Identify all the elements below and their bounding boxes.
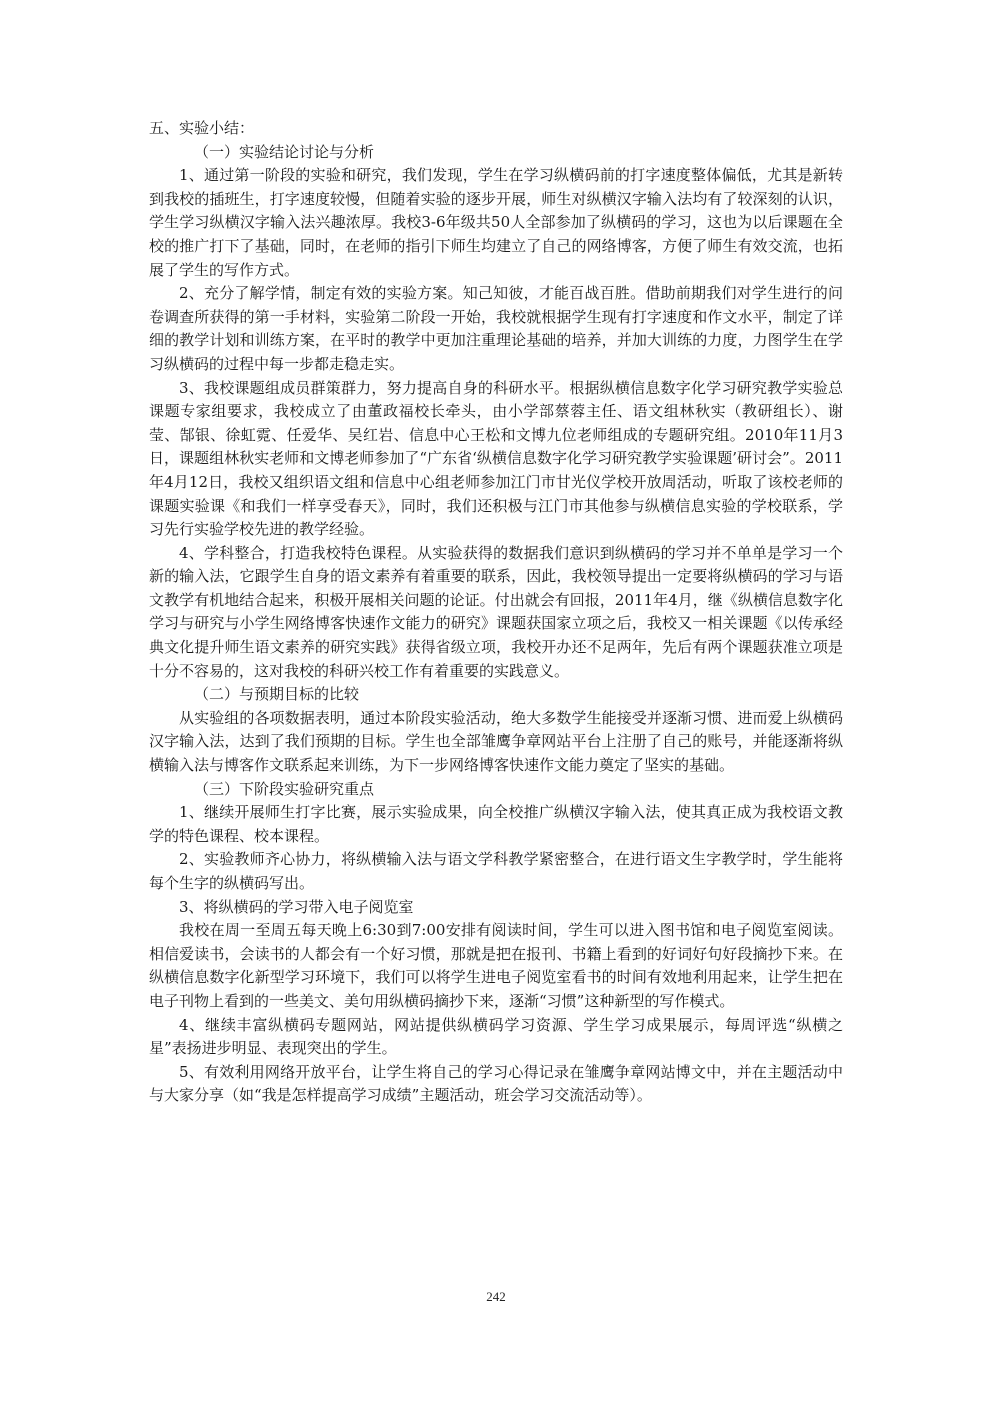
page-number: 242 xyxy=(486,1289,506,1304)
paragraph: 2、充分了解学情，制定有效的实验方案。知己知彼，才能百战百胜。借助前期我们对学生进行的问卷调查所获得的第一手材料，实验第二阶段一开始，我校就根据学生现有打字速度和作文水平，制定了详细的教学计划和训练方案，在平时的教学中更加注重理论基础的培养，并加大训练的力度，力图学生在学习纵横码的过程中每一步都走稳走实。 xyxy=(149,284,843,373)
paragraph: 1、通过第一阶段的实验和研究，我们发现，学生在学习纵横码前的打字速度整体偏低，尤其是新转到我校的插班生，打字速度较慢，但随着实验的逐步开展，师生对纵横汉字输入法均有了较深刻的认识，学生学习纵横汉字输入法兴趣浓厚。我校3-6年级共50人全部参加了纵横码的学习，这也为以后课题在全校的推广打下了基础，同时，在老师的指引下师生均建立了自己的网络博客，方便了师生有效交流，也拓展了学生的写作方式。 xyxy=(149,166,843,279)
section-heading: 五、实验小结： xyxy=(149,119,255,137)
document-body xyxy=(149,117,843,1108)
paragraph: 5、有效利用网络开放平台，让学生将自己的学习心得记录在雏鹰争章网站博文中，并在主题活动中与大家分享（如“我是怎样提高学习成绩”主题活动，班会学习交流活动等）。 xyxy=(149,1062,843,1105)
subsection-title-conclusion: （一）实验结论讨论与分析 xyxy=(194,142,375,161)
paragraph: 4、继续丰富纵横码专题网站，网站提供纵横码学习资源、学生学习成果展示，每周评选“纵横之星”表扬进步明显、表现突出的学生。 xyxy=(149,1015,843,1058)
paragraph: 我校在周一至周五每天晚上6:30到7:00安排有阅读时间，学生可以进入图书馆和电子阅览室阅读。相信爱读书，会读书的人都会有一个好习惯，那就是把在报刊、书籍上看到的好词好句好段摘抄下来。在纵横信息数字化新型学习环境下，我们可以将学生进电子阅览室看书的时间有效地利用起来，让学生把在电子刊物上看到的一些美文、美句用纵横码摘抄下来，逐渐“习惯”这种新型的写作模式。 xyxy=(149,921,843,1010)
paragraph: 从实验组的各项数据表明，通过本阶段实验活动，绝大多数学生能接受并逐渐习惯、进而爱上纵横码汉字输入法，达到了我们预期的目标。学生也全部雏鹰争章网站平台上注册了自己的账号，并能逐渐将纵横输入法与博客作文联系起来训练，为下一步网络博客快速作文能力奠定了坚实的基础。 xyxy=(149,708,843,775)
paragraph: 4、学科整合，打造我校特色课程。从实验获得的数据我们意识到纵横码的学习并不单单是学习一个新的输入法，它跟学生自身的语文素养有着重要的联系，因此，我校领导提出一定要将纵横码的学习与语文教学有机地结合起来，积极开展相关问题的论证。付出就会有回报，2011年4月，继《纵横信息数字化学习与研究与小学生网络博客快速作文能力的研究》课题获国家立项之后，我校又一相关课题《以传承经典文化提升师生语文素养的研究实践》获得省级立项，我校开办还不足两年，先后有两个课题获准立项是十分不容易的，这对我校的科研兴校工作有着重要的实践意义。 xyxy=(149,543,843,680)
paragraph: 3、将纵横码的学习带入电子阅览室 xyxy=(179,897,414,916)
subsection-title-next-phase: （三）下阶段实验研究重点 xyxy=(194,779,375,798)
paragraph: 1、继续开展师生打字比赛，展示实验成果，向全校推广纵横汉字输入法，使其真正成为我校语文教学的特色课程、校本课程。 xyxy=(149,803,843,845)
paragraph: 3、我校课题组成员群策群力，努力提高自身的科研水平。根据纵横信息数字化学习研究教学实验总课题专家组要求，我校成立了由董政福校长牵头，由小学部蔡蓉主任、语文组林秋实（教研组长）、谢莹、郜银、徐虹霓、任爱华、吴红岩、信息中心王松和文博九位老师组成的专题研究组。2010年11月3日，课题组林秋实老师和文博老师参加了“广东省‘纵横信息数字化学习研究教学实验课题’研讨会”。2011年4月12日，我校又组织语文组和信息中心组老师参加江门市甘光仪学校开放周活动，听取了该校老师的课题实验课《和我们一样享受春天》，同时，我们还积极与江门市其他参与纵横信息实验的学校联系，学习先行实验学校先进的教学经验。 xyxy=(149,378,843,539)
paragraph: 2、实验教师齐心协力，将纵横输入法与语文学科教学紧密整合，在进行语文生字教学时，学生能将每个生字的纵横码写出。 xyxy=(149,850,843,892)
subsection-title-comparison: （二）与预期目标的比较 xyxy=(194,685,360,704)
